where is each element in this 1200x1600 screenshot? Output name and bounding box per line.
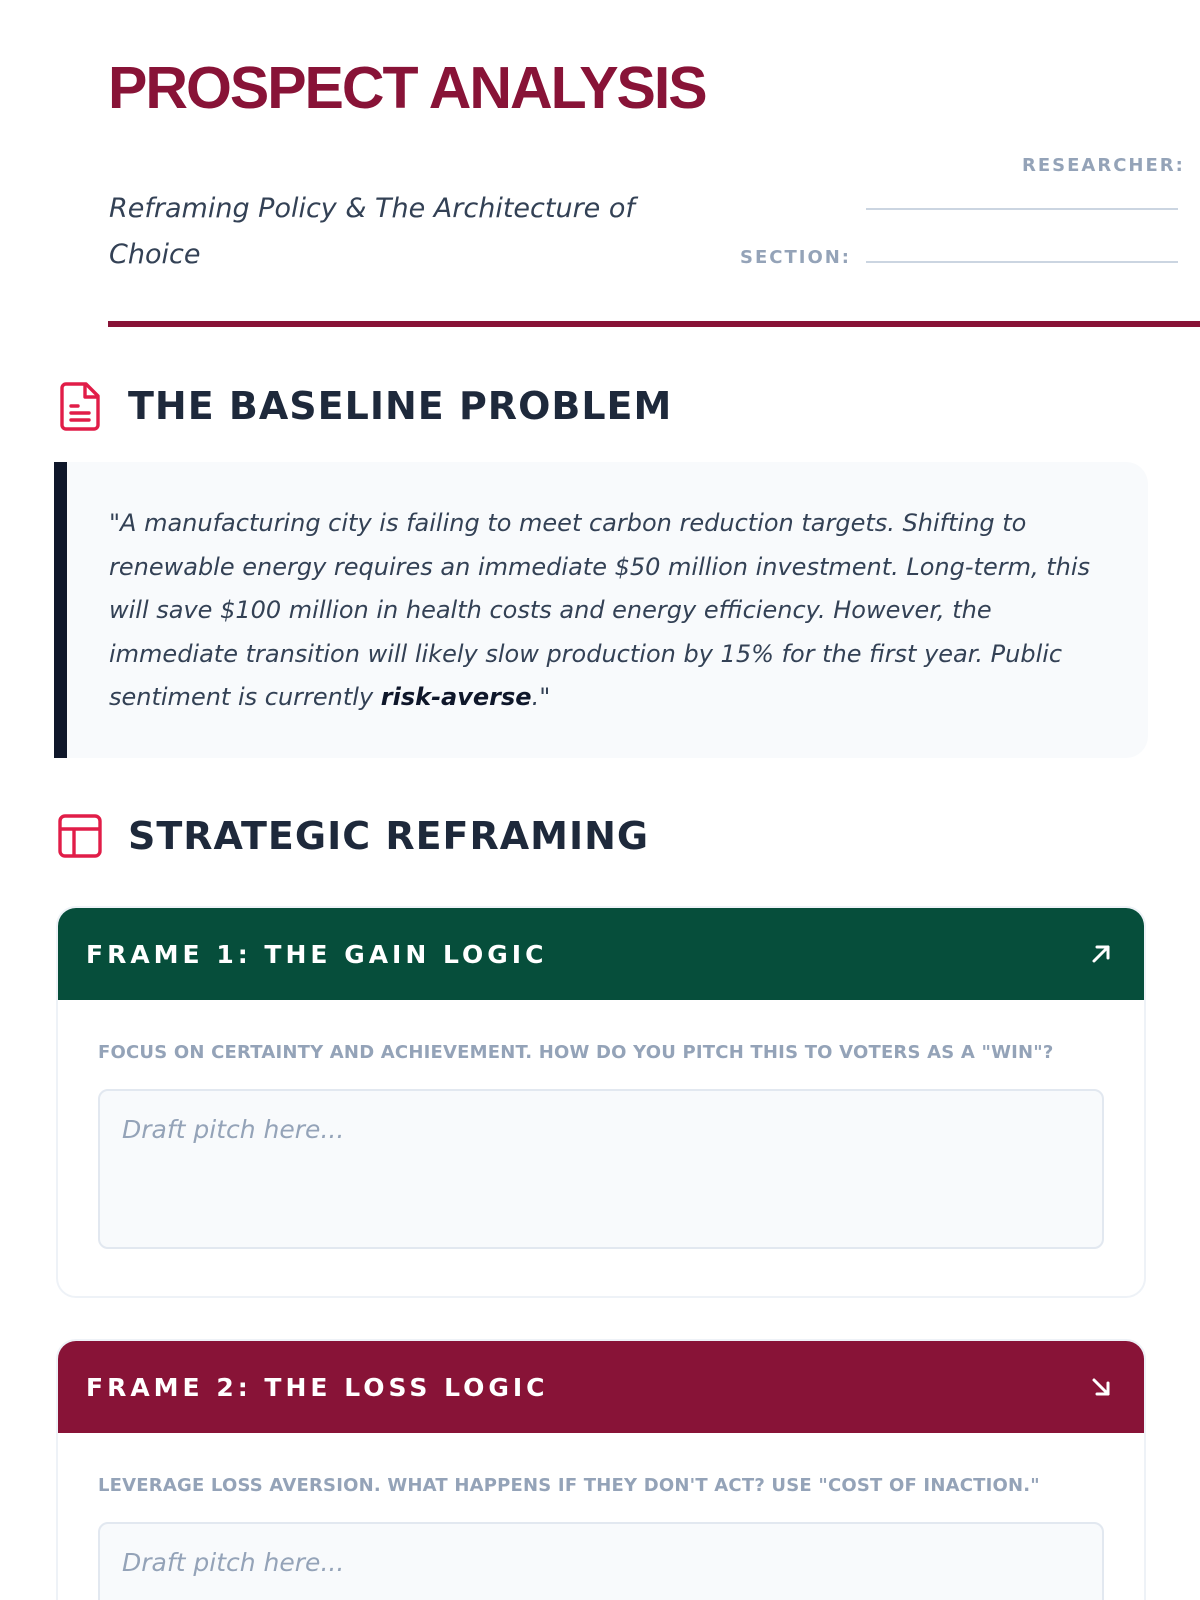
frame-body-loss <box>58 1433 1144 1600</box>
quote-emphasis: risk-averse <box>380 683 532 711</box>
layout-icon <box>56 812 104 860</box>
baseline-section-heading <box>56 382 672 430</box>
quote-text-start: "A manufacturing city is failing to meet carbon reduction targets. Shifting to renewable energy requires an immediate $50 million investment. Long-term, this will save $100 million in health costs and energy efficiency. However, the immediate transition will likely slow production by 15% for the first year. Public sentiment is currently <box>109 509 1091 711</box>
quote-text-end: ." <box>531 683 551 711</box>
researcher-label: RESEARCHER: <box>1022 155 1185 176</box>
frame-title-loss: FRAME 2: THE LOSS LOGIC <box>86 1372 549 1402</box>
baseline-quote-box <box>54 462 1148 758</box>
frame-card-gain <box>56 906 1146 1298</box>
document-icon <box>56 382 104 430</box>
section-label: SECTION: <box>740 247 852 268</box>
frame-prompt-loss: LEVERAGE LOSS AVERSION. WHAT HAPPENS IF THEY DON'T ACT? USE "COST OF INACTION." <box>98 1475 1040 1496</box>
page-subtitle: Reframing Policy & The Architecture of Choice <box>109 193 635 270</box>
page-title: PROSPECT ANALYSIS <box>108 55 706 121</box>
loss-pitch-input[interactable] <box>98 1522 1104 1600</box>
gain-pitch-input[interactable] <box>98 1089 1104 1249</box>
frame-title-gain: FRAME 1: THE GAIN LOGIC <box>86 939 548 969</box>
section-field[interactable] <box>866 261 1178 263</box>
worksheet-header <box>54 0 1185 330</box>
frame-header-loss[interactable] <box>58 1341 1144 1433</box>
arrow-down-right-icon <box>1088 1374 1114 1400</box>
baseline-heading: THE BASELINE PROBLEM <box>128 384 673 428</box>
arrow-up-right-icon <box>1088 941 1114 967</box>
baseline-quote <box>109 502 1098 720</box>
frame-prompt-gain: FOCUS ON CERTAINTY AND ACHIEVEMENT. HOW DO YOU PITCH THIS TO VOTERS AS A "WIN"? <box>98 1042 1054 1063</box>
reframing-section-heading <box>56 812 649 860</box>
reframing-heading: STRATEGIC REFRAMING <box>128 814 650 858</box>
header-divider <box>108 321 1200 327</box>
frame-card-loss <box>56 1339 1146 1600</box>
researcher-field[interactable] <box>866 208 1178 210</box>
frame-header-gain[interactable] <box>58 908 1144 1000</box>
frame-body-gain <box>58 1000 1144 1249</box>
